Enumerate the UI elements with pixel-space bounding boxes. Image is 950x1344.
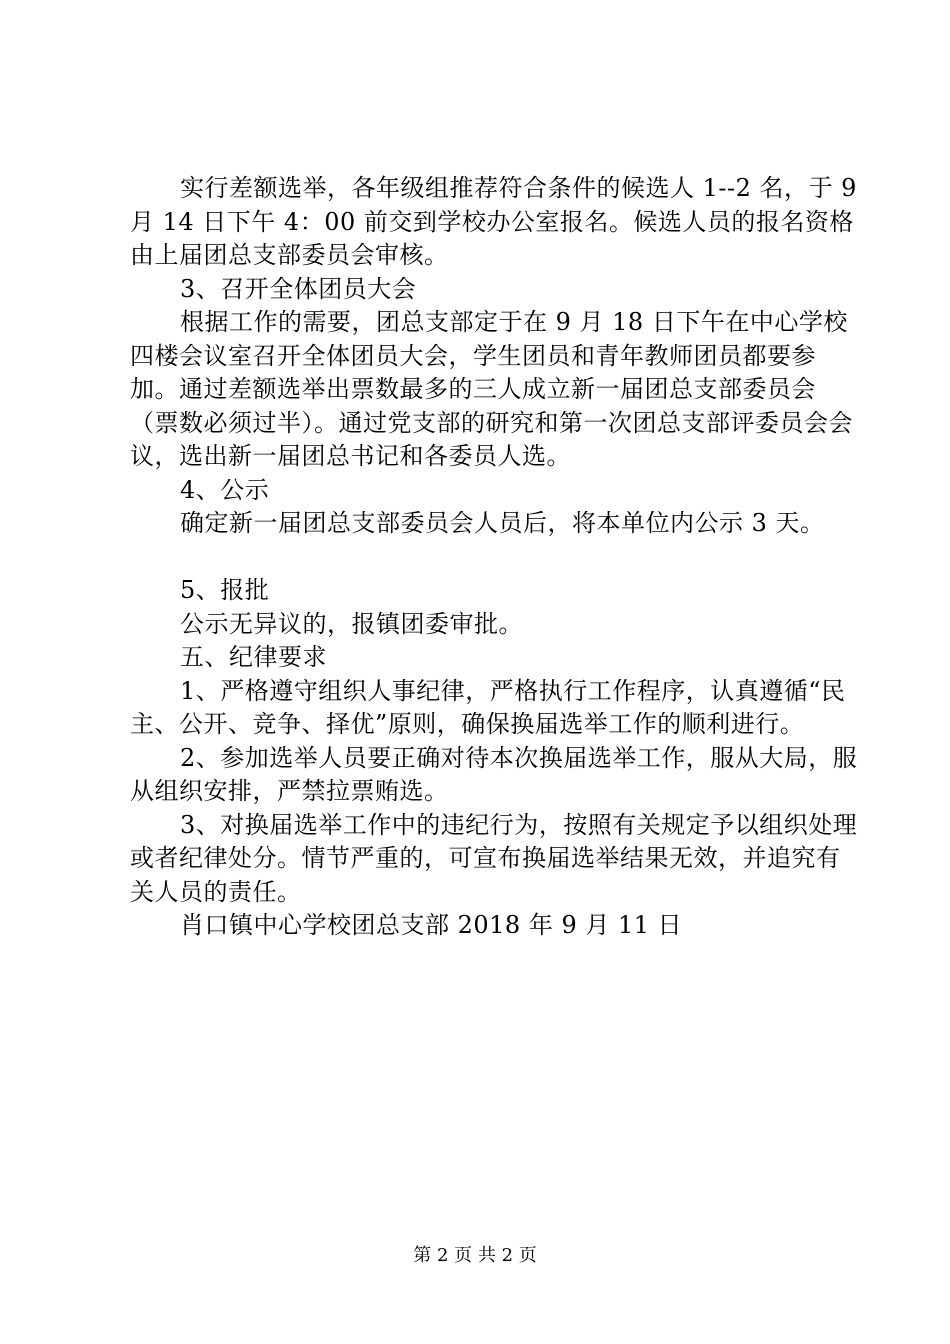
paragraph-discipline-1: 1、严格遵守组织人事纪律，严格执行工作程序，认真遵循“民主、公开、竞争、择优”原则，确保换届选举工作的顺利进行。 — [130, 676, 846, 738]
paragraph-discipline-3: 3、对换届选举工作中的违纪行为，按照有关规定予以组织处理或者纪律处分。情节严重的，可宣布换届选举结果无效，并追究有关人员的责任。 — [130, 810, 858, 906]
heading-approval: 5、报批 — [180, 576, 270, 604]
document-body — [130, 172, 860, 943]
paragraph-publicity: 确定新一届团总支部委员会人员后，将本单位内公示 3 天。 — [180, 509, 825, 537]
paragraph-approval: 公示无异议的，报镇团委审批。 — [180, 609, 523, 638]
paragraph-candidates: 实行差额选举，各年级组推荐符合条件的候选人 1--2 名，于 9 月 14 日下午 4：00 前交到学校办公室报名。候选人员的报名资格由上届团总支部委员会审核。 — [130, 174, 857, 269]
signature-line: 肖口镇中心学校团总支部 2018 年 9 月 11 日 — [180, 911, 683, 939]
paragraph-discipline-2: 2、参加选举人员要正确对待本次换届选举工作，服从大局，服从组织安排，严禁拉票贿选。 — [130, 743, 858, 805]
heading-publicity: 4、公示 — [180, 475, 270, 504]
heading-discipline: 五、纪律要求 — [180, 643, 327, 671]
paragraph-assembly: 根据工作的需要，团总支部定于在 9 月 18 日下午在中心学校四楼会议室召开全体团员大会，学生团员和青年教师团员都要参加。通过差额选举出票数最多的三人成立新一届团总支部委员会（票数必须过半）。通过党支部的研究和第一次团总支部评委员会会议，选出新一届团总书记和各委员人选。 — [130, 308, 853, 470]
page-footer: 第 2 页 共 2 页 — [413, 1245, 537, 1266]
heading-assembly: 3、召开全体团员大会 — [180, 274, 417, 303]
